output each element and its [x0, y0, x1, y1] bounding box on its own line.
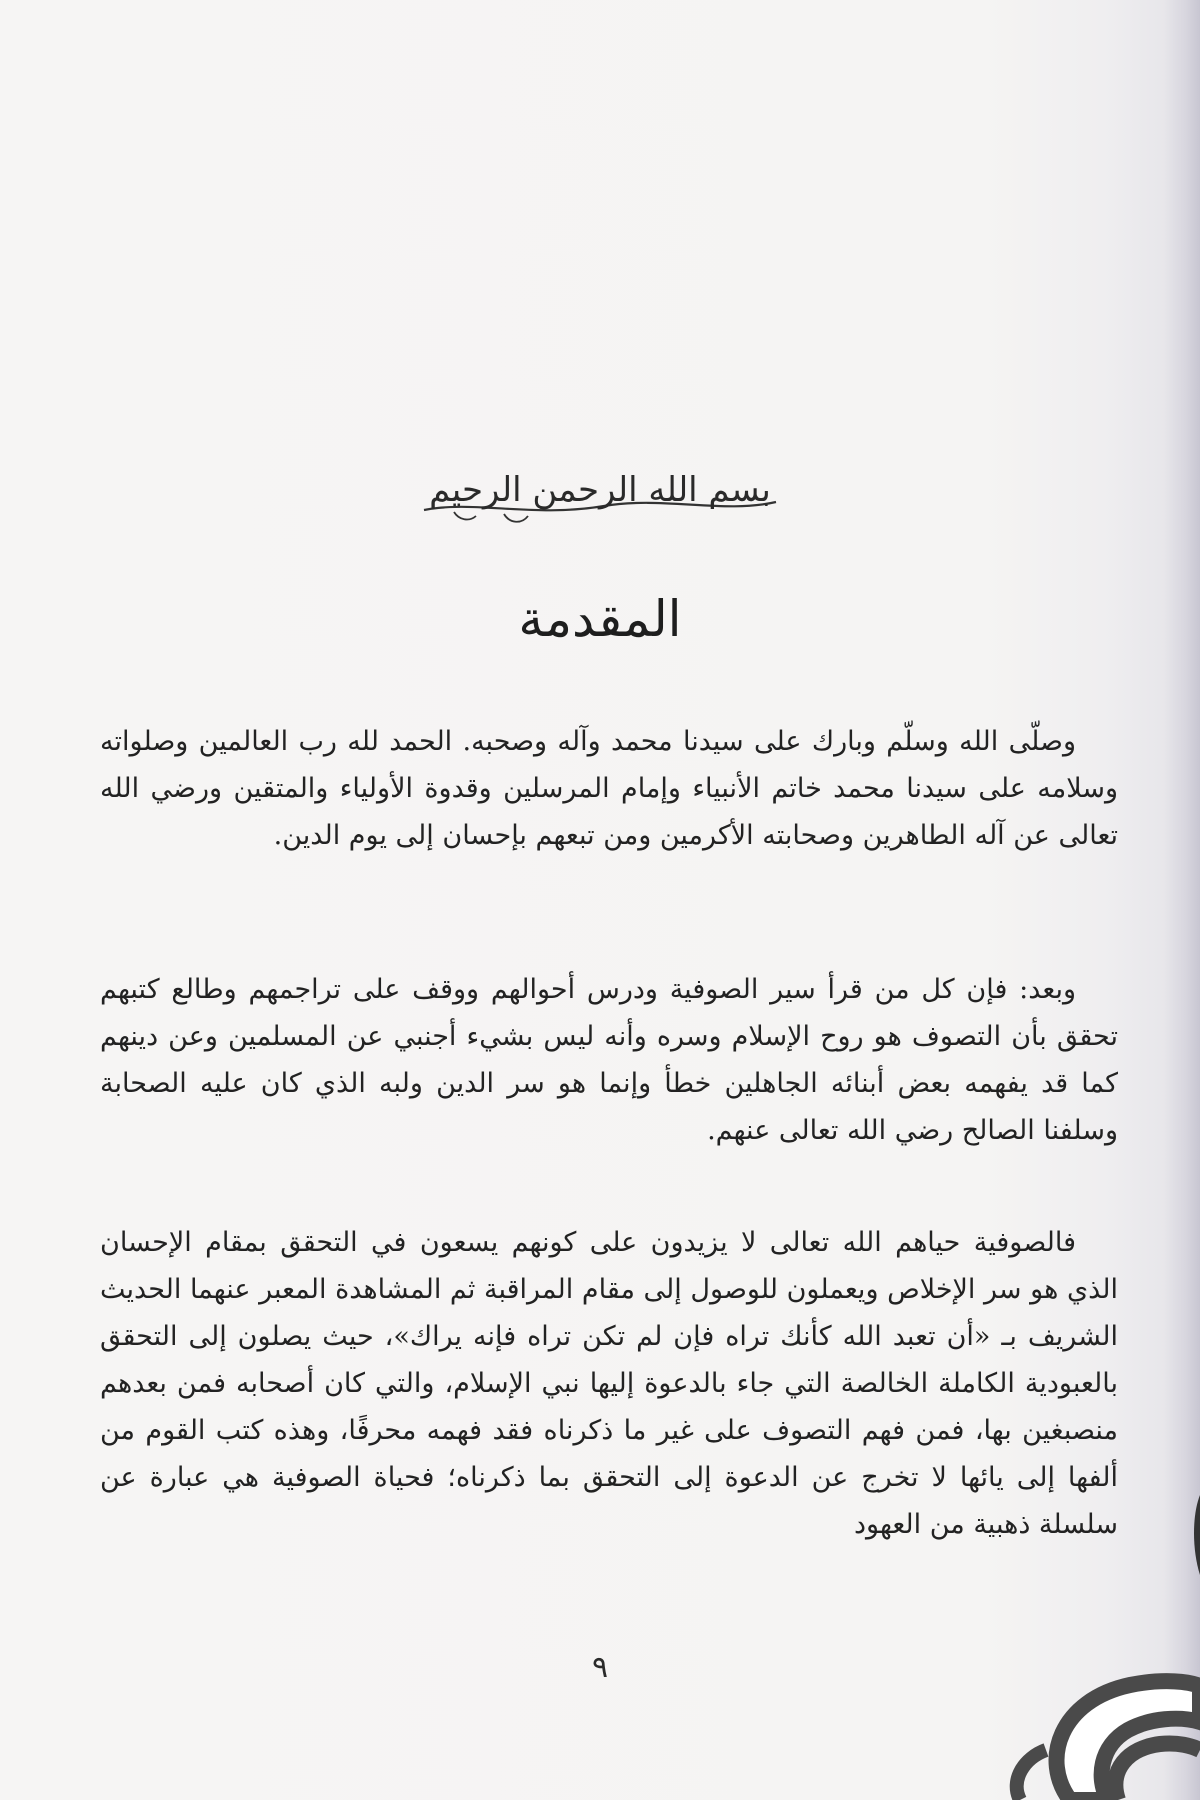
section-title: المقدمة: [518, 590, 682, 648]
page-edge-curl: [1190, 1495, 1200, 1575]
paragraph-1-text: وصلّى الله وسلّم وبارك على سيدنا محمد وآله وصحبه. الحمد لله رب العالمين وصلواته وسلامه على سيدنا محمد خاتم الأنبياء وإمام المرسلين وقدوة الأولياء والمتقين ورضي الله تعالى عن آله الطاهرين وصحابته الأكرمين ومن تبعهم بإحسان إلى يوم الدين.: [100, 726, 1118, 851]
paragraph-2: [100, 966, 1118, 1154]
basmala-calligraphy: [414, 440, 786, 530]
corner-clip-graphic: [1000, 1630, 1200, 1800]
paragraph-3: [100, 1219, 1118, 1548]
paragraph-3-text: فالصوفية حياهم الله تعالى لا يزيدون على كونهم يسعون في التحقق بمقام الإحسان الذي هو سر الإخلاص ويعملون للوصول إلى مقام المراقبة ثم المشاهدة المعبر عنهما الحديث الشريف بـ «أن تعبد الله كأنك تراه فإن لم تكن تراه فإنه يراك»، حيث يصلون إلى التحقق بالعبودية الكاملة الخالصة التي جاء بالدعوة إليها نبي الإسلام، والتي كان أصحابه فمن بعدهم منصبغين بها، فمن فهم التصوف على غير ما ذكرناه فقد فهمه محرفًا، وهذه كتب القوم من ألفها إلى يائها لا تخرج عن الدعوة إلى التحقق بما ذكرناه؛ فحياة الصوفية هي عبارة عن سلسلة ذهبية من العهود: [100, 1227, 1118, 1540]
basmala-text: بسم الله الرحمن الرحيم: [429, 470, 771, 510]
page-number: ٩: [591, 1650, 609, 1685]
paragraph-1: [100, 718, 1118, 859]
paragraph-2-text: وبعد: فإن كل من قرأ سير الصوفية ودرس أحوالهم ووقف على تراجمهم وطالع كتبهم تحقق بأن التصوف هو روح الإسلام وسره وأنه ليس بشيء أجنبي عن المسلمين وعن دينهم كما قد يفهمه بعض أبنائه الجاهلين خطأ وإنما هو سر الدين ولبه الذي كان عليه الصحابة وسلفنا الصالح رضي الله تعالى عنهم.: [100, 974, 1118, 1146]
